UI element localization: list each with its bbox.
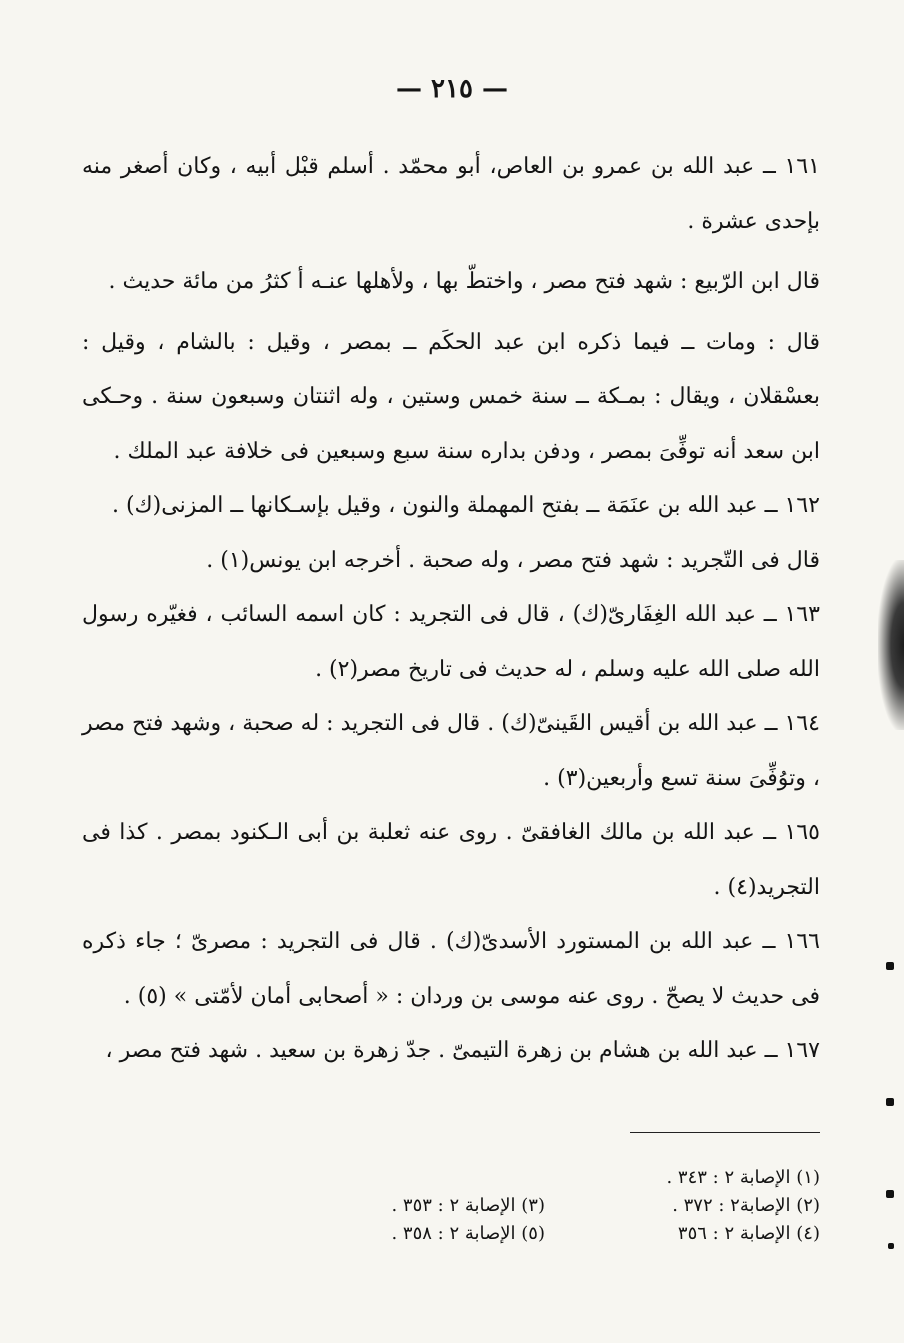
paragraph-161: ١٦١ ــ عبد الله بن عمرو بن العاص، أبو محمّد . أسلم قبْل أبيه ، وكان أصغر منه بإحدى عشرة . — [82, 154, 820, 234]
paragraph-167: ١٦٧ ــ عبد الله بن هشام بن زهرة التيمىّ . جدّ زهرة بن سعيد . شهد فتح مصر ، — [105, 1038, 820, 1063]
paragraph-164: ١٦٤ ــ عبد الله بن أقيس القَينىّ(ك) . قال فى التجريد : له صحبة ، وشهد فتح مصر ، وتوُفِّىَ سنة تسع وأربعين(٣) . — [82, 711, 820, 791]
paragraph-161-death: قال : ومات ــ فيما ذكره ابن عبد الحكَم ــ بمصر ، وقيل : بالشام ، وقيل : بعسْقلان ، ويقال : بمـكة ــ سنة خمس وستين ، وله اثنتان وسبعون سنة . وحـكى ابن سعد أنه توفِّىَ بمصر ، ودفن بداره سنة سبع وسبعين فى خلافة عبد الملك . — [82, 329, 820, 464]
page-edge-shadow — [878, 560, 904, 730]
footnote-row — [270, 1164, 820, 1192]
scan-speck — [886, 1190, 894, 1198]
footnote-3: (٣) الإصابة ٢ : ٣٥٣ . — [391, 1195, 545, 1216]
footnotes — [270, 1164, 820, 1248]
page-number: — ٢١٥ — — [395, 74, 509, 104]
footnote-4: (٤) الإصابة ٢ : ٣٥٦ — [677, 1223, 820, 1244]
footnote-row — [270, 1220, 820, 1248]
footnote-2: (٢) الإصابة٢ : ٣٧٢ . — [672, 1195, 820, 1216]
scan-speck — [886, 962, 894, 970]
footnote-row — [270, 1192, 820, 1220]
footnote-empty — [270, 1164, 545, 1192]
paragraph-163: ١٦٣ ــ عبد الله الغِفَارىّ(ك) ، قال فى التجريد : كان اسمه السائب ، فغيّره رسول الله صلى الله عليه وسلم ، له حديث فى تاريخ مصر(٢) . — [82, 602, 820, 682]
scan-speck — [888, 1243, 894, 1249]
paragraph-162-tajrid: قال فى التّجريد : شهد فتح مصر ، وله صحبة . أخرجه ابن يونس(١) . — [206, 547, 820, 573]
scan-speck — [886, 1098, 894, 1106]
body-text — [82, 140, 820, 1079]
paragraph-162: ١٦٢ ــ عبد الله بن عنَمَة ــ بفتح المهملة والنون ، وقيل بإسـكانها ــ المزنى(ك) . — [111, 493, 820, 518]
paragraph-165: ١٦٥ ــ عبد الله بن مالك الغافقىّ . روى عنه ثعلبة بن أبى الـكنود بمصر . كذا فى التجريد(٤) . — [82, 820, 820, 900]
footnote-divider — [630, 1132, 820, 1133]
footnote-1: (١) الإصابة ٢ : ٣٤٣ . — [666, 1167, 820, 1188]
paragraph-166: ١٦٦ ــ عبد الله بن المستورد الأسدىّ(ك) . قال فى التجريد : مصرىّ ؛ جاء ذكره فى حديث لا يصحّ . روى عنه موسى بن وردان : « أصحابى أمان لأمّتى » (٥) . — [82, 929, 820, 1009]
footnote-5: (٥) الإصابة ٢ : ٣٥٨ . — [391, 1223, 545, 1244]
paragraph-161-ibn-rabi: قال ابن الرّبيع : شهد فتح مصر ، واختطّ بها ، ولأهلها عنـه أ كثرُ من مائة حديث . — [108, 269, 820, 294]
